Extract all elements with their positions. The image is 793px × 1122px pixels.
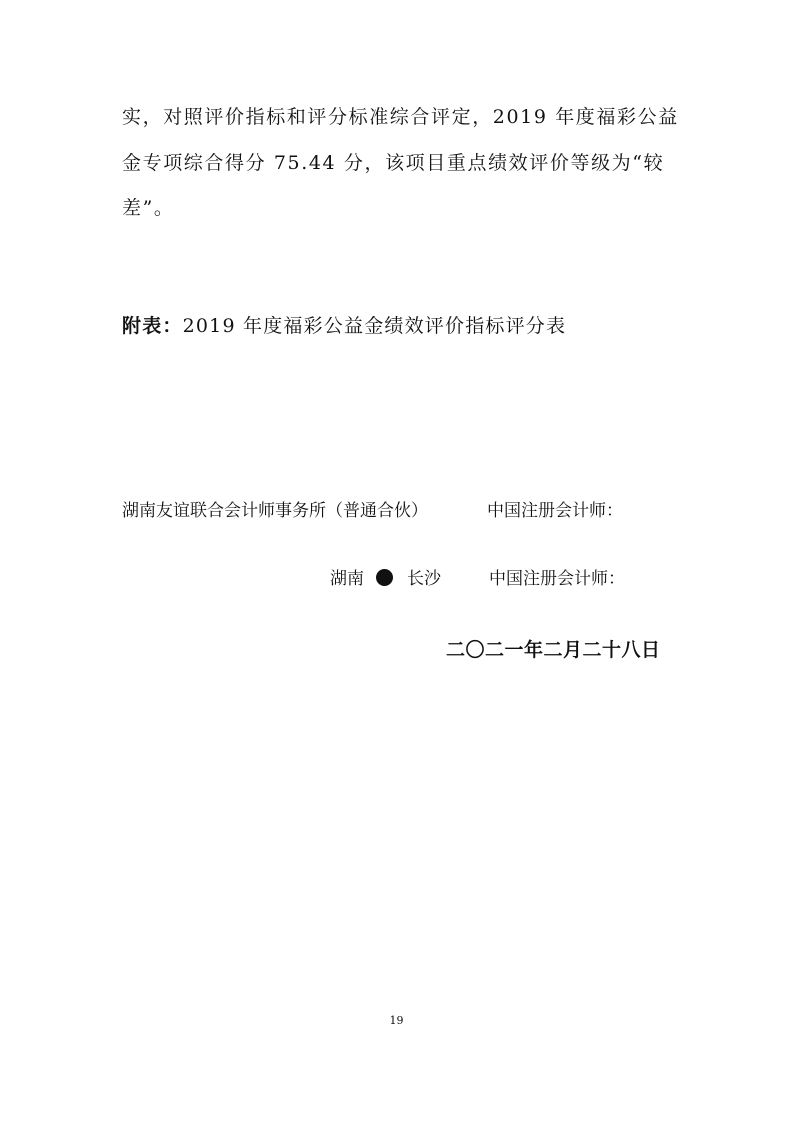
cpa-signature-label-1: 中国注册会计师：	[487, 501, 623, 521]
firm-location	[330, 568, 441, 590]
body-text-line-1: 实，对照评价指标和评分标准综合评定，2019 年度福彩公益	[122, 106, 679, 128]
attachment-title: 2019 年度福彩公益金绩效评价指标评分表	[182, 315, 567, 337]
firm-name: 湖南友谊联合会计师事务所（普通合伙）	[122, 501, 428, 521]
city-province: 湖南	[330, 569, 364, 589]
body-text-line-2: 金专项综合得分 75.44 分，该项目重点绩效评价等级为“较	[122, 152, 665, 174]
attachment-label: 附表：	[122, 315, 183, 337]
report-date: 二〇二一年二月二十八日	[446, 639, 661, 661]
attachment-line	[122, 314, 566, 338]
bullet-dot-icon	[376, 569, 393, 586]
cpa-signature-label-2: 中国注册会计师：	[489, 569, 625, 589]
body-text-line-3: 差”。	[122, 197, 175, 219]
page-number: 19	[389, 1014, 404, 1027]
city-name: 长沙	[407, 569, 441, 589]
